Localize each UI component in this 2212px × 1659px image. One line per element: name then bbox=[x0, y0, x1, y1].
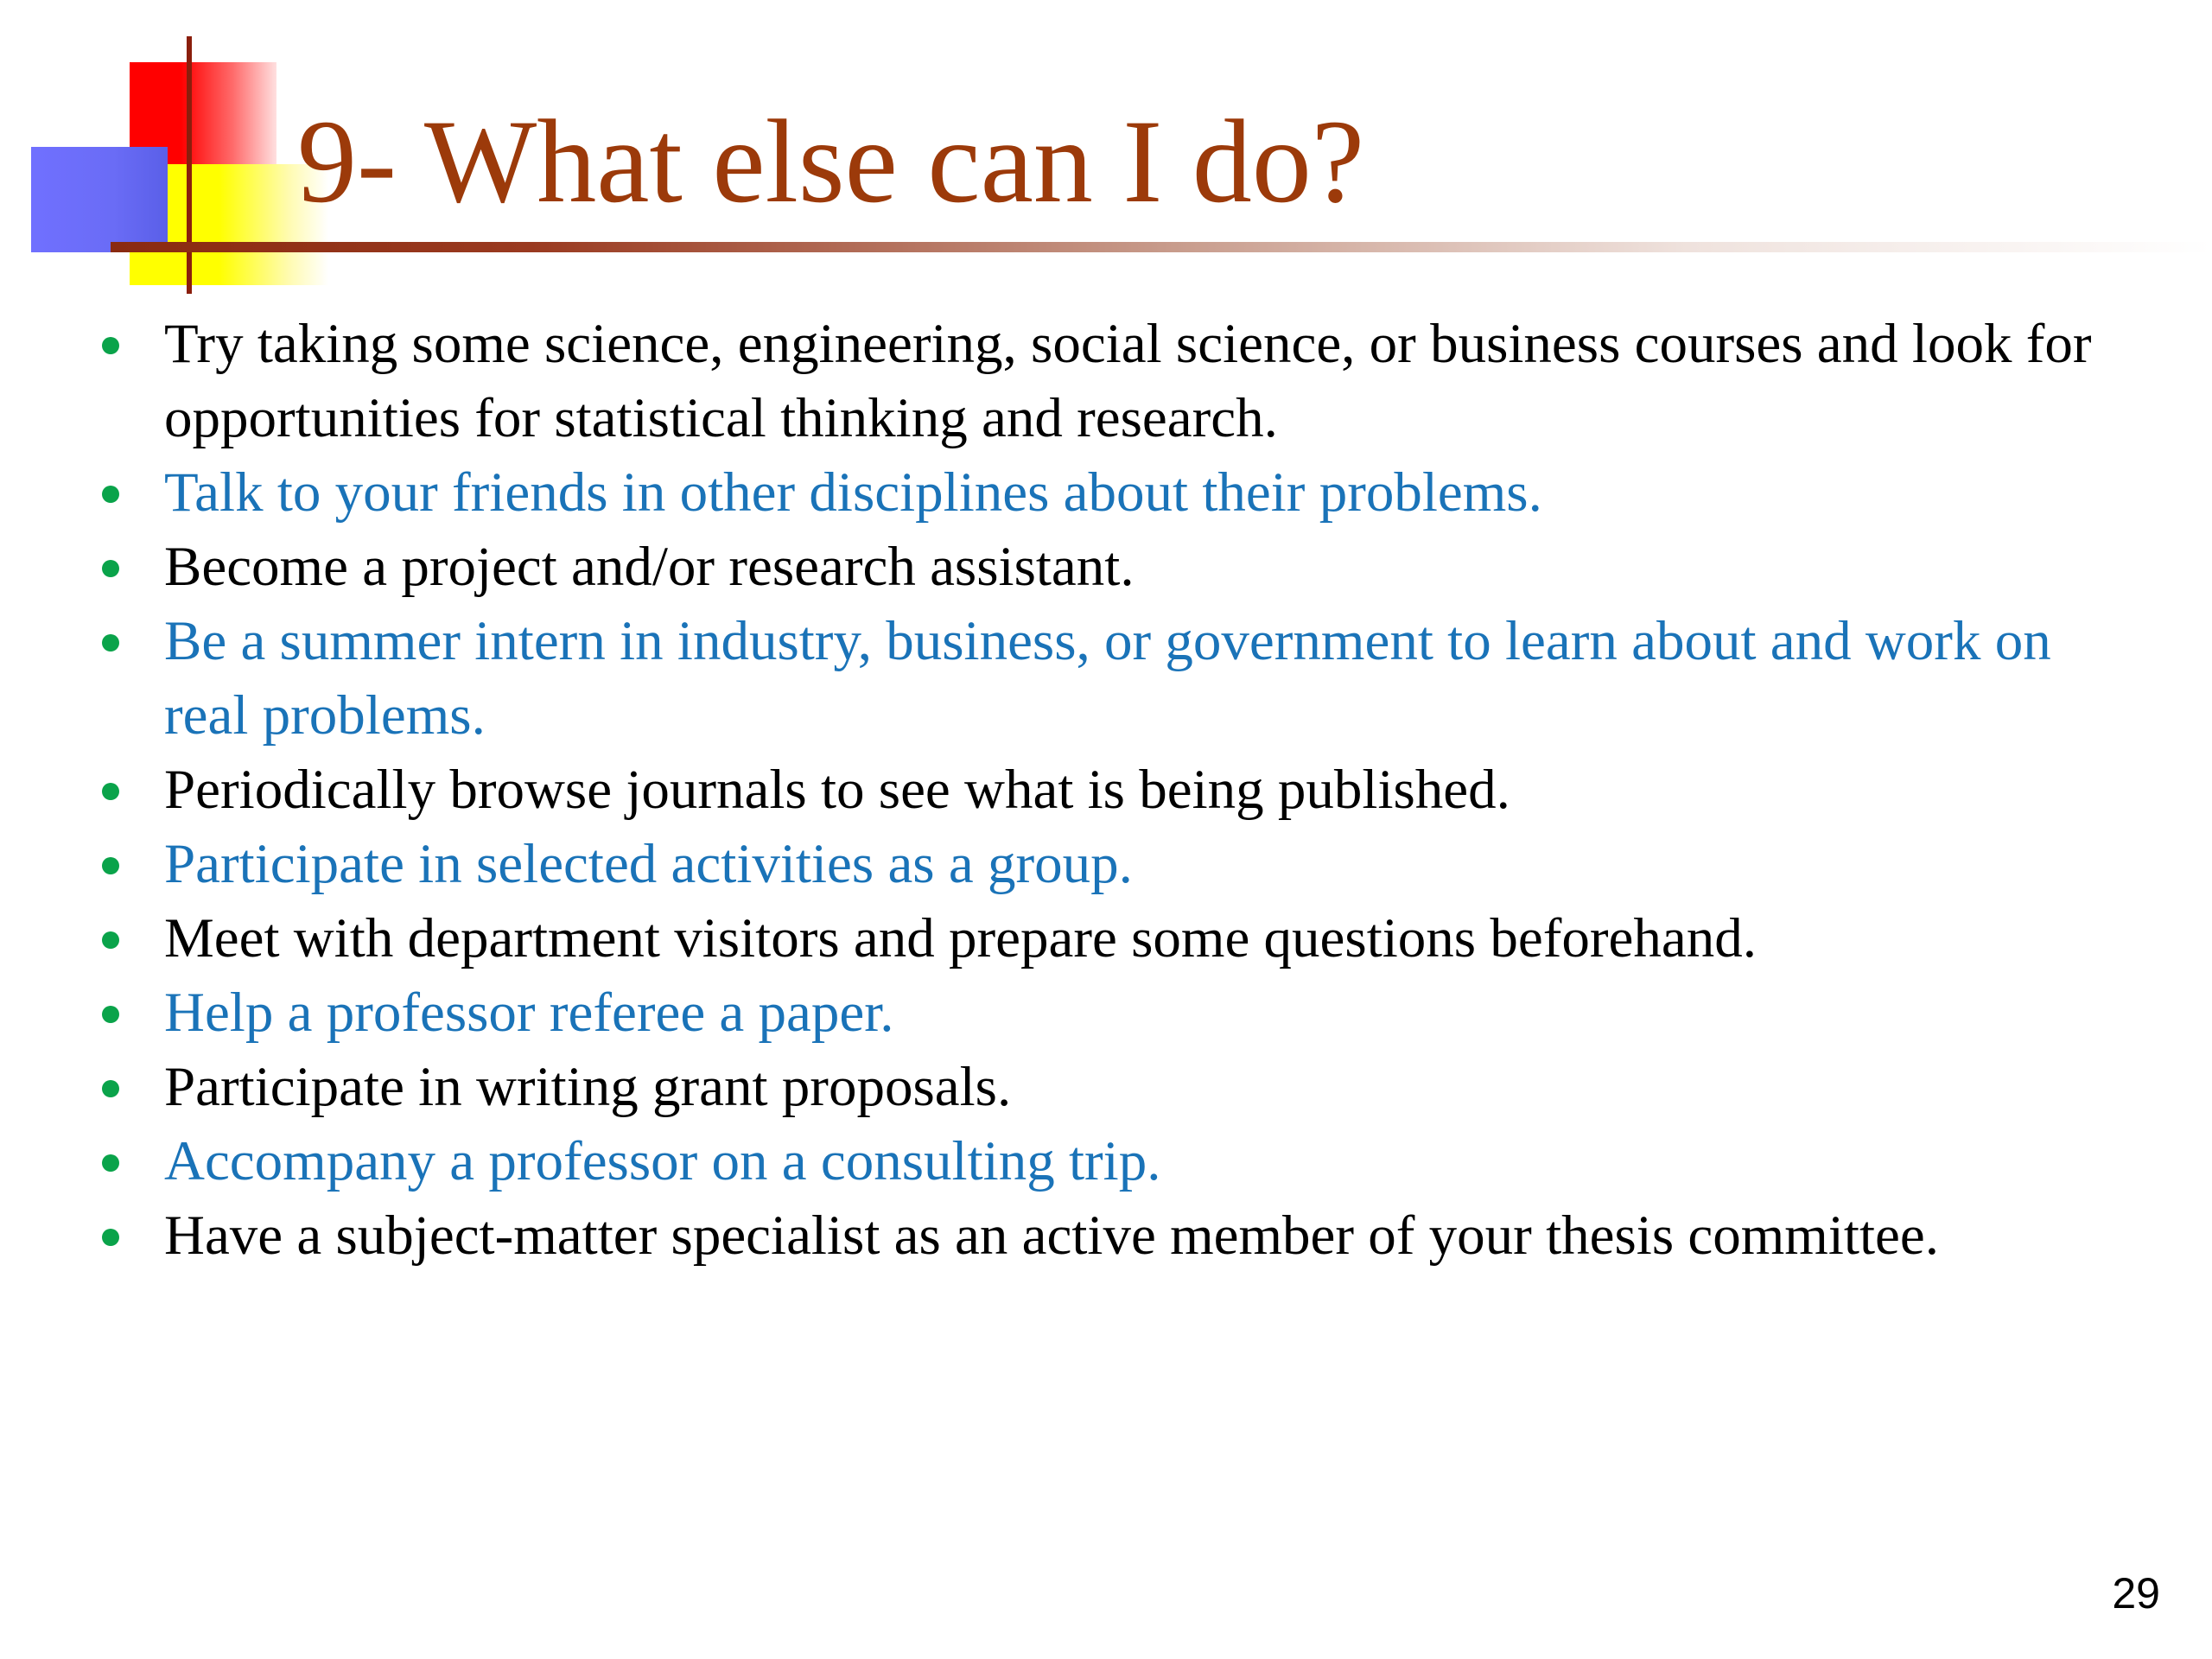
bullet-dot-icon bbox=[102, 1154, 119, 1172]
bullet-item bbox=[95, 604, 2134, 753]
bullet-dot-icon bbox=[102, 560, 119, 577]
bullet-item bbox=[95, 1198, 2134, 1273]
bullet-dot-icon bbox=[102, 931, 119, 949]
page-number: 29 bbox=[2112, 1569, 2160, 1618]
bullet-text: Have a subject-matter specialist as an active member of your thesis committee. bbox=[164, 1205, 1939, 1267]
bullet-item bbox=[95, 1050, 2134, 1124]
title-underline bbox=[111, 242, 2212, 252]
bullet-item bbox=[95, 1124, 2134, 1198]
bullet-text: Meet with department visitors and prepare some questions beforehand. bbox=[164, 907, 1757, 969]
bullet-dot-icon bbox=[102, 857, 119, 874]
bullet-text: Help a professor referee a paper. bbox=[164, 982, 894, 1044]
bullet-dot-icon bbox=[102, 337, 119, 354]
bullet-item bbox=[95, 455, 2134, 530]
bullet-list bbox=[95, 307, 2134, 1273]
bullet-item bbox=[95, 827, 2134, 901]
decorative-blue-square bbox=[31, 147, 168, 252]
bullet-item bbox=[95, 976, 2134, 1050]
bullet-dot-icon bbox=[102, 783, 119, 800]
bullet-text: Talk to your friends in other disciplines about their problems. bbox=[164, 461, 1542, 524]
bullet-dot-icon bbox=[102, 1229, 119, 1246]
bullet-dot-icon bbox=[102, 1006, 119, 1023]
bullet-text: Participate in writing grant proposals. bbox=[164, 1056, 1012, 1118]
slide-title: 9- What else can I do? bbox=[297, 95, 1365, 227]
decorative-vertical-line bbox=[187, 36, 192, 294]
bullet-text: Be a summer intern in industry, business, or government to learn about and work on real problems. bbox=[164, 610, 2051, 747]
bullet-text: Accompany a professor on a consulting trip. bbox=[164, 1130, 1161, 1192]
bullet-item bbox=[95, 901, 2134, 976]
bullet-item bbox=[95, 307, 2134, 455]
bullet-text: Become a project and/or research assistant. bbox=[164, 536, 1135, 598]
bullet-item bbox=[95, 753, 2134, 827]
bullet-text: Try taking some science, engineering, social science, or business courses and look for opportunities for statistical thinking and research. bbox=[164, 313, 2092, 449]
bullet-dot-icon bbox=[102, 486, 119, 503]
bullet-text: Participate in selected activities as a group. bbox=[164, 833, 1133, 895]
bullet-text: Periodically browse journals to see what is being published. bbox=[164, 759, 1510, 821]
bullet-dot-icon bbox=[102, 1080, 119, 1097]
bullet-item bbox=[95, 530, 2134, 604]
bullet-dot-icon bbox=[102, 634, 119, 652]
